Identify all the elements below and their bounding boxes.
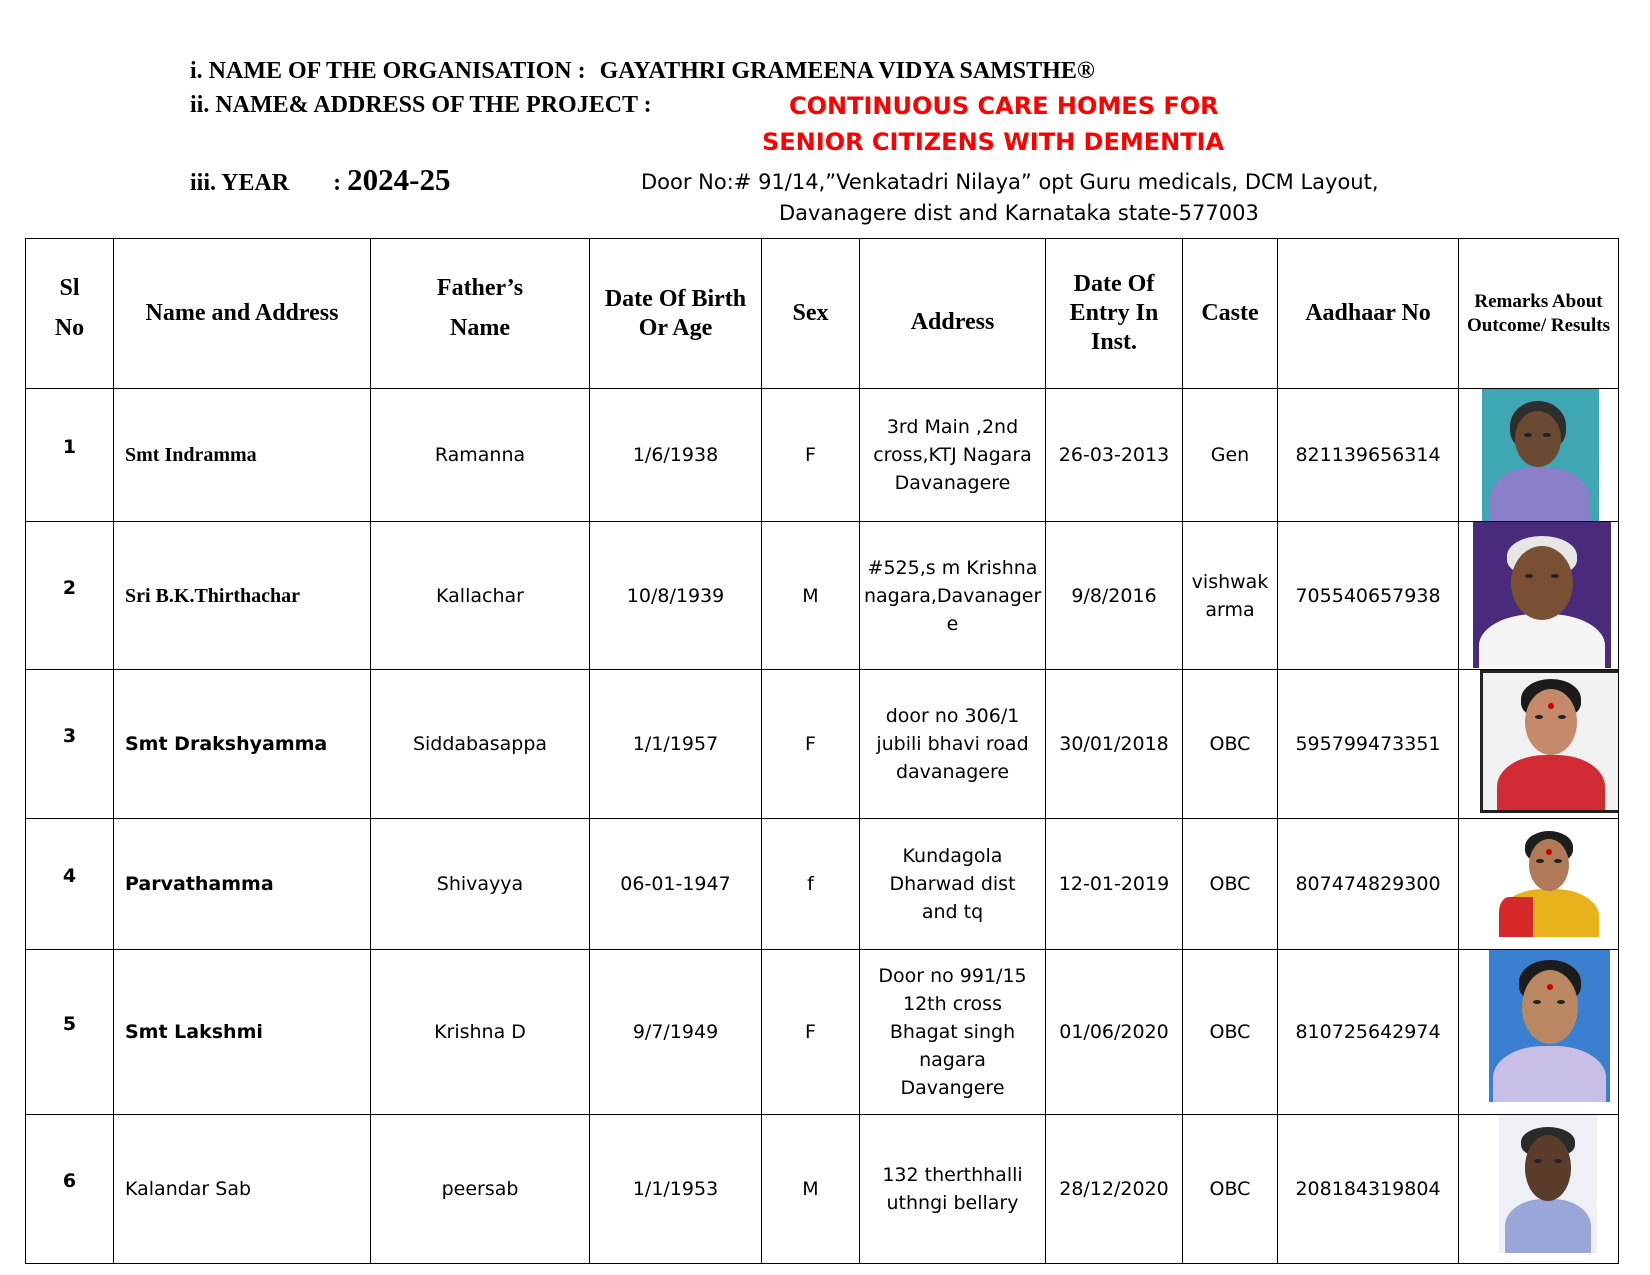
row-entry-date: 26-03-2013 [1046, 389, 1183, 522]
project-title-line2: SENIOR CITIZENS WITH DEMENTIA [762, 128, 1225, 156]
row-caste: Gen [1183, 389, 1278, 522]
row-caste: OBC [1183, 1115, 1278, 1264]
row-aadhaar: 595799473351 [1278, 670, 1459, 819]
project-title-line1: CONTINUOUS CARE HOMES FOR [789, 92, 1219, 120]
row-sl-no: 4 [26, 819, 114, 950]
project-address-line1: Door No:# 91/14,”Venkatadri Nilaya” opt Guru medicals, DCM Layout, [641, 170, 1379, 194]
year-value: 2024-25 [347, 162, 451, 197]
row-dob: 06-01-1947 [590, 819, 762, 950]
row-aadhaar: 810725642974 [1278, 950, 1459, 1115]
col-sex: Sex [762, 239, 860, 389]
row-entry-date: 01/06/2020 [1046, 950, 1183, 1115]
row-father-name: Krishna D [371, 950, 590, 1115]
row-caste: vishwak arma [1183, 522, 1278, 670]
beneficiary-photo [1489, 950, 1610, 1102]
row-father-name: Shivayya [371, 819, 590, 950]
row-dob: 1/1/1957 [590, 670, 762, 819]
row-remarks-photo-cell [1459, 389, 1619, 522]
row-dob: 10/8/1939 [590, 522, 762, 670]
table-row [26, 1115, 1619, 1264]
row-sex: f [762, 819, 860, 950]
row-sex: F [762, 389, 860, 522]
project-label: ii. NAME& ADDRESS OF THE PROJECT : [190, 92, 652, 118]
row-remarks-photo-cell [1459, 522, 1619, 670]
row-sl-no: 1 [26, 389, 114, 522]
table-row [26, 950, 1619, 1115]
beneficiary-register-table [25, 238, 1619, 1264]
year-label: iii. YEAR [190, 170, 290, 196]
beneficiary-photo [1495, 827, 1603, 937]
row-sex: F [762, 670, 860, 819]
table-row [26, 819, 1619, 950]
row-father-name: Siddabasappa [371, 670, 590, 819]
col-date-of-entry: Date Of Entry In Inst. [1046, 239, 1183, 389]
row-aadhaar: 807474829300 [1278, 819, 1459, 950]
organisation-line [190, 58, 1095, 85]
row-name: Kalandar Sab [114, 1115, 371, 1264]
row-entry-date: 9/8/2016 [1046, 522, 1183, 670]
row-address: 132 therthhalli uthngi bellary [860, 1115, 1046, 1264]
row-caste: OBC [1183, 950, 1278, 1115]
row-entry-date: 28/12/2020 [1046, 1115, 1183, 1264]
organisation-label: i. NAME OF THE ORGANISATION : [190, 58, 586, 84]
row-address: #525,s m Krishna nagara,Davanager e [860, 522, 1046, 670]
project-address-line2: Davanagere dist and Karnataka state-577003 [779, 201, 1259, 225]
col-father-name: Father’s Name [371, 239, 590, 389]
table-row [26, 670, 1619, 819]
table-header-row [26, 239, 1619, 389]
row-sex: M [762, 522, 860, 670]
row-name: Smt Indramma [114, 389, 371, 522]
row-aadhaar: 705540657938 [1278, 522, 1459, 670]
col-caste: Caste [1183, 239, 1278, 389]
beneficiary-photo [1499, 1115, 1597, 1253]
row-sl-no: 5 [26, 950, 114, 1115]
row-caste: OBC [1183, 819, 1278, 950]
organisation-name: GAYATHRI GRAMEENA VIDYA SAMSTHE® [599, 58, 1095, 84]
row-caste: OBC [1183, 670, 1278, 819]
row-entry-date: 30/01/2018 [1046, 670, 1183, 819]
beneficiary-photo [1482, 389, 1599, 521]
row-sl-no: 2 [26, 522, 114, 670]
row-address: 3rd Main ,2nd cross,KTJ Nagara Davanagere [860, 389, 1046, 522]
row-address: door no 306/1 jubili bhavi road davanagere [860, 670, 1046, 819]
beneficiary-photo [1480, 670, 1619, 813]
row-aadhaar: 821139656314 [1278, 389, 1459, 522]
table-row [26, 389, 1619, 522]
col-sl-no: Sl No [26, 239, 114, 389]
beneficiary-photo [1473, 522, 1611, 668]
row-name: Smt Lakshmi [114, 950, 371, 1115]
row-name: Sri B.K.Thirthachar [114, 522, 371, 670]
row-entry-date: 12-01-2019 [1046, 819, 1183, 950]
row-sex: F [762, 950, 860, 1115]
year-line [190, 162, 450, 198]
row-dob: 9/7/1949 [590, 950, 762, 1115]
row-remarks-photo-cell [1459, 819, 1619, 950]
row-father-name: peersab [371, 1115, 590, 1264]
table-row [26, 522, 1619, 670]
col-address: Address [860, 239, 1046, 389]
year-separator: : [333, 170, 342, 196]
row-sl-no: 6 [26, 1115, 114, 1264]
row-remarks-photo-cell [1459, 670, 1619, 819]
col-date-of-birth: Date Of Birth Or Age [590, 239, 762, 389]
row-aadhaar: 208184319804 [1278, 1115, 1459, 1264]
col-aadhaar: Aadhaar No [1278, 239, 1459, 389]
col-name-address: Name and Address [114, 239, 371, 389]
row-father-name: Ramanna [371, 389, 590, 522]
row-address: Door no 991/15 12th cross Bhagat singh nagara Davangere [860, 950, 1046, 1115]
row-sex: M [762, 1115, 860, 1264]
row-dob: 1/1/1953 [590, 1115, 762, 1264]
row-name: Smt Drakshyamma [114, 670, 371, 819]
row-name: Parvathamma [114, 819, 371, 950]
row-dob: 1/6/1938 [590, 389, 762, 522]
row-address: Kundagola Dharwad dist and tq [860, 819, 1046, 950]
row-remarks-photo-cell [1459, 950, 1619, 1115]
row-father-name: Kallachar [371, 522, 590, 670]
row-remarks-photo-cell [1459, 1115, 1619, 1264]
col-remarks: Remarks About Outcome/ Results [1459, 239, 1619, 389]
row-sl-no: 3 [26, 670, 114, 819]
